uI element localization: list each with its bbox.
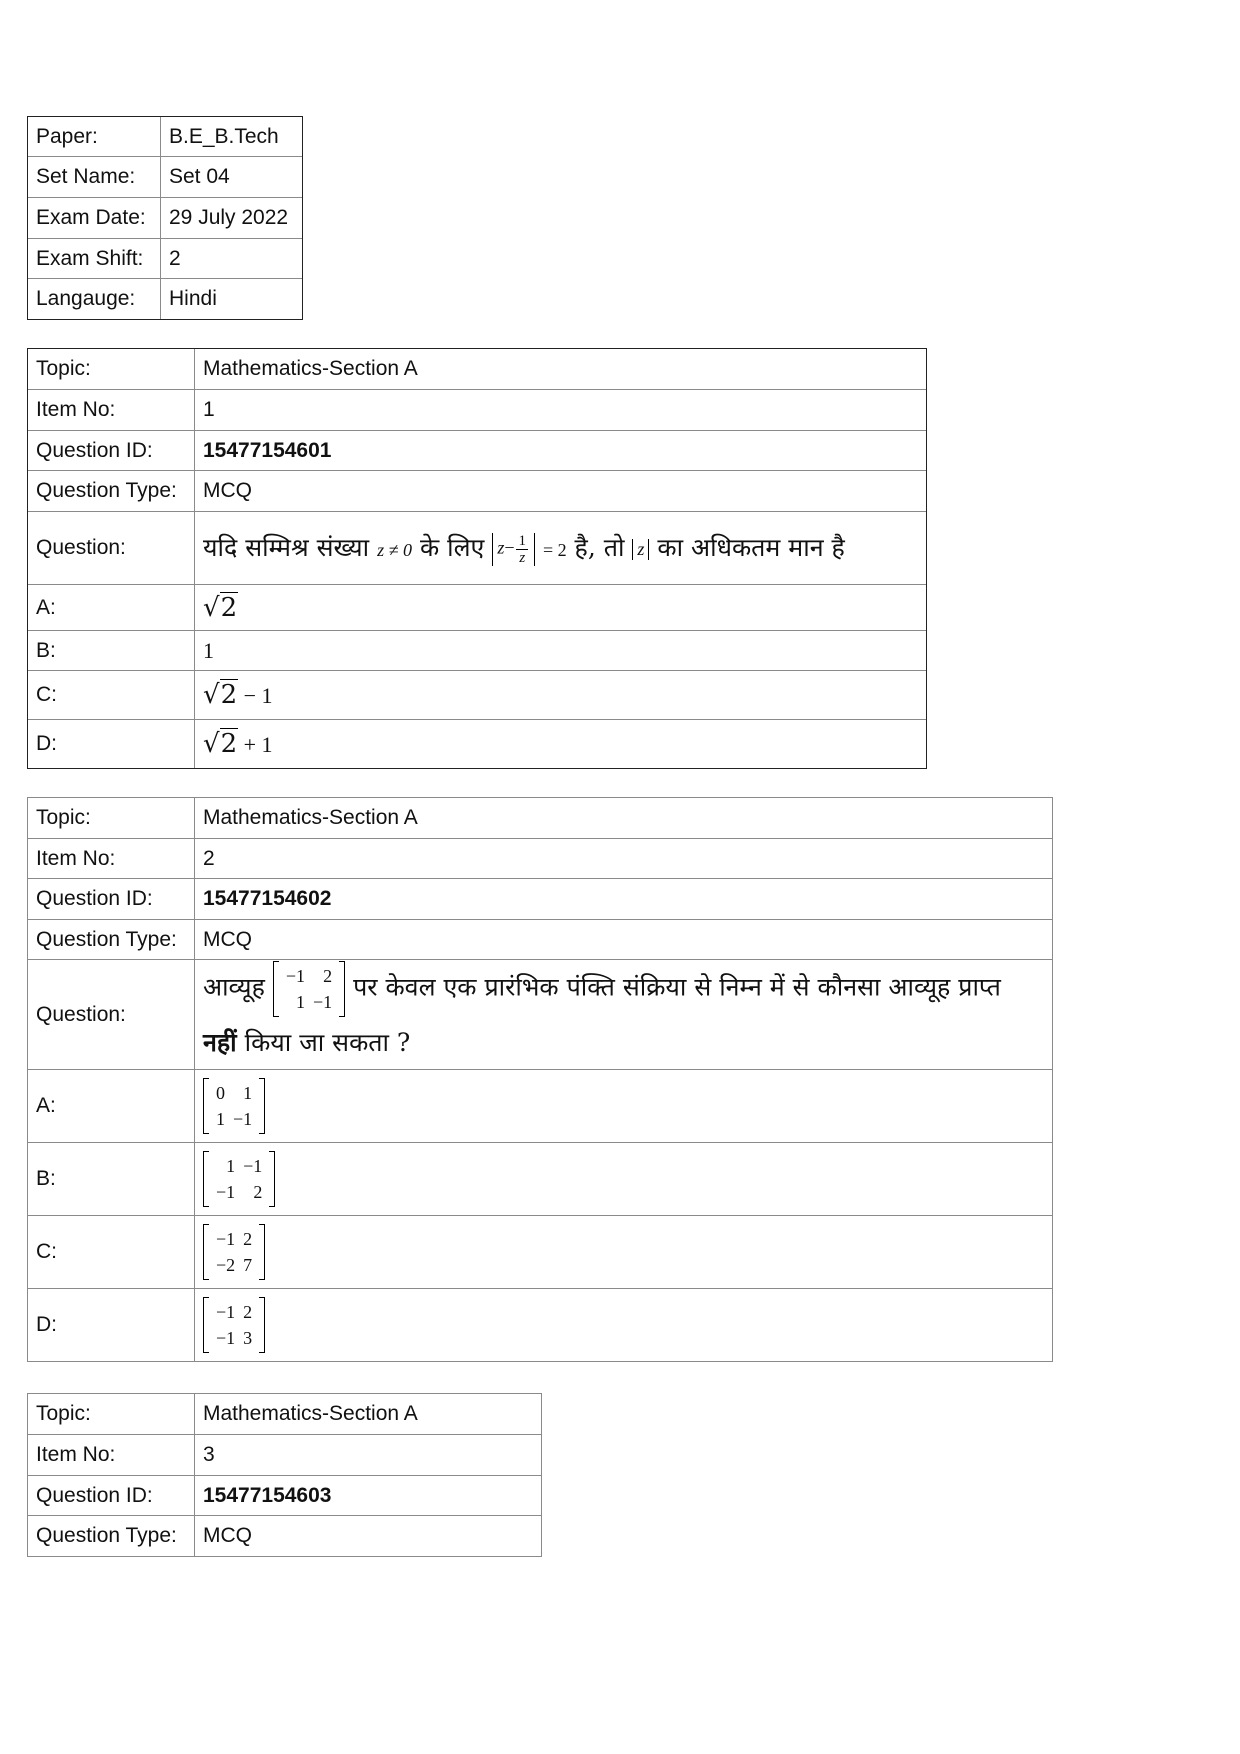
q1-minus: − — [504, 537, 515, 558]
q2-question-type: MCQ — [195, 920, 1053, 960]
sqrt-icon: √2 — [203, 592, 238, 623]
topic-label: Topic: — [28, 1394, 195, 1435]
paper-label: Paper: — [28, 117, 161, 157]
q2-question-id: 15477154602 — [195, 879, 1053, 920]
q1-opt-a-radicand: 2 — [220, 592, 238, 623]
qid-label: Question ID: — [28, 431, 195, 471]
q1-z-neq: z ≠ 0 — [377, 540, 412, 560]
matrix-cell: 2 — [243, 1302, 253, 1322]
matrix-cell: 1 — [296, 991, 305, 1012]
matrix-cell: −1 — [233, 1109, 253, 1129]
q3-question-id: 15477154603 — [195, 1476, 542, 1516]
q1-question-type: MCQ — [195, 471, 927, 512]
q1-topic: Mathematics-Section A — [195, 349, 927, 390]
question-label: Question: — [28, 960, 195, 1070]
item-label: Item No: — [28, 839, 195, 879]
q3-topic: Mathematics-Section A — [195, 1394, 542, 1435]
sqrt-icon: √2 — [203, 729, 238, 759]
matrix-cell: −2 — [216, 1255, 236, 1275]
matrix-cell: −1 — [313, 991, 333, 1012]
matrix-cell: 1 — [216, 1109, 225, 1129]
qtype-label: Question Type: — [28, 471, 195, 512]
topic-label: Topic: — [28, 798, 195, 839]
qtype-label: Question Type: — [28, 1516, 195, 1557]
q1-fraction — [516, 533, 528, 566]
topic-label: Topic: — [28, 349, 195, 390]
q2-option-a-matrix — [203, 1078, 265, 1134]
q1-opt-d-tail: + 1 — [238, 732, 273, 757]
q1-text-3: है, तो — [574, 533, 625, 562]
set-label: Set Name: — [28, 157, 161, 198]
option-a-label: A: — [28, 1070, 195, 1143]
language-label: Langauge: — [28, 279, 161, 320]
matrix-cell: −1 — [216, 1328, 236, 1348]
option-c-label: C: — [28, 1216, 195, 1289]
q3-item-no: 3 — [195, 1435, 542, 1476]
shift-value: 2 — [161, 239, 303, 279]
q2-question-matrix — [273, 961, 345, 1017]
matrix-cell: 0 — [216, 1083, 225, 1103]
q2-option-c — [195, 1216, 1053, 1289]
q1-abs-z2: z — [632, 539, 649, 560]
paper-value: B.E_B.Tech — [161, 117, 303, 157]
sqrt-icon: √2 — [203, 680, 238, 710]
question-label: Question: — [28, 512, 195, 585]
matrix-cell: 1 — [243, 1083, 253, 1103]
matrix-cell: −1 — [285, 965, 305, 986]
option-b-label: B: — [28, 1143, 195, 1216]
qid-label: Question ID: — [28, 879, 195, 920]
matrix-cell: 2 — [253, 1182, 263, 1202]
matrix-cell: 7 — [243, 1255, 253, 1275]
date-value: 29 July 2022 — [161, 198, 303, 239]
q2-option-d-matrix — [203, 1297, 265, 1353]
q1-opt-d-radicand: 2 — [220, 729, 238, 759]
q2-text-1: आव्यूह — [203, 972, 265, 1001]
option-c-label: C: — [28, 671, 195, 720]
q1-text-2: के लिए — [419, 533, 485, 562]
q1-option-a — [195, 585, 927, 631]
exam-meta-table — [27, 116, 303, 320]
q1-frac-den: z — [519, 550, 526, 566]
q1-equals: = 2 — [542, 540, 567, 560]
q1-question-id: 15477154601 — [195, 431, 927, 471]
q1-opt-c-radicand: 2 — [220, 680, 238, 710]
q2-option-c-matrix — [203, 1224, 265, 1280]
q2-item-no: 2 — [195, 839, 1053, 879]
matrix-cell: −1 — [216, 1182, 236, 1202]
qtype-label: Question Type: — [28, 920, 195, 960]
matrix-cell: −1 — [216, 1229, 236, 1249]
q1-abs-z: z — [497, 537, 505, 558]
matrix-cell: 1 — [226, 1156, 236, 1176]
question-2-table — [27, 797, 1053, 1362]
q1-text-4: का अधिकतम मान है — [657, 533, 845, 562]
q2-text-3: किया जा सकता ? — [244, 1027, 411, 1057]
matrix-cell: 2 — [243, 1229, 253, 1249]
q1-option-c — [195, 671, 927, 720]
matrix-cell: −1 — [243, 1156, 263, 1176]
q2-text-2: पर केवल एक प्रारंभिक पंक्ति संक्रिया से निम्न में से कौनसा आव्यूह प्राप्त — [353, 972, 1001, 1001]
q2-option-b-matrix — [203, 1151, 275, 1207]
q1-option-d — [195, 720, 927, 769]
matrix-cell: 3 — [243, 1328, 253, 1348]
question-1-table — [27, 348, 927, 769]
option-d-label: D: — [28, 1289, 195, 1362]
q1-option-b: 1 — [195, 631, 927, 671]
shift-label: Exam Shift: — [28, 239, 161, 279]
set-value: Set 04 — [161, 157, 303, 198]
q2-text-bold: नहीं — [203, 1027, 237, 1057]
q2-topic: Mathematics-Section A — [195, 798, 1053, 839]
option-d-label: D: — [28, 720, 195, 769]
q1-text-1: यदि सम्मिश्र संख्या — [203, 533, 370, 562]
date-label: Exam Date: — [28, 198, 161, 239]
matrix-cell: 2 — [323, 965, 333, 986]
q2-option-b — [195, 1143, 1053, 1216]
matrix-cell: −1 — [216, 1302, 236, 1322]
q2-option-d — [195, 1289, 1053, 1362]
qid-label: Question ID: — [28, 1476, 195, 1516]
option-a-label: A: — [28, 585, 195, 631]
item-label: Item No: — [28, 390, 195, 431]
q3-question-type: MCQ — [195, 1516, 542, 1557]
q2-option-a — [195, 1070, 1053, 1143]
q2-question-text — [195, 960, 1053, 1070]
q1-opt-c-tail: − 1 — [238, 683, 273, 708]
q1-question-text — [195, 512, 927, 585]
language-value: Hindi — [161, 279, 303, 320]
q1-item-no: 1 — [195, 390, 927, 431]
q1-frac-num: 1 — [518, 533, 526, 549]
item-label: Item No: — [28, 1435, 195, 1476]
q1-abs-expression — [492, 533, 535, 566]
option-b-label: B: — [28, 631, 195, 671]
question-3-table — [27, 1393, 542, 1557]
